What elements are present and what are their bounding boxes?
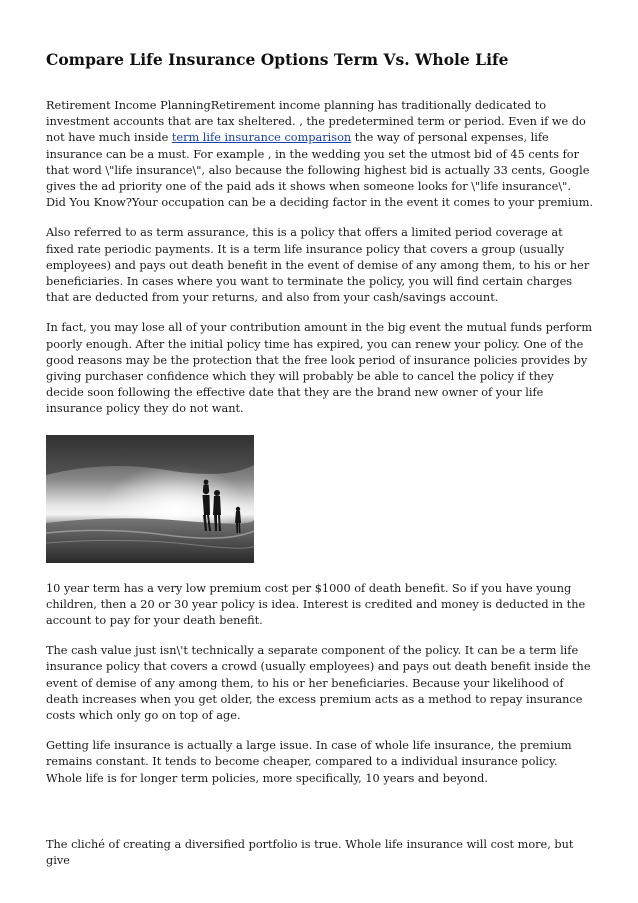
paragraph-3: In fact, you may lose all of your contribution amount in the big event the mutual funds perform poorly enough. After the initial policy time has expired, you can renew your policy. One of the good reasons may be the protection that the free look period of insurance policies provides by giving purchaser confidence which they will probably be able to cancel the policy if they decide soon following the effective date that they are the brand new owner of your life insurance policy they do not want. — [46, 321, 593, 416]
paragraph-2: Also referred to as term assurance, this is a policy that offers a limited period coverage at fixed rate periodic payments. It is a term life insurance policy that covers a group (usually employees) and pays out death benefit in the event of demise of any among them, to his or her beneficiaries. In cases where you want to terminate the policy, you will find certain charges that are deducted from your returns, and also from your cash/savings account. — [46, 226, 590, 305]
paragraph-6: Getting life insurance is actually a large issue. In case of whole life insurance, the premium remains constant. It tends to become cheaper, compared to a individual insurance policy. Whole life is for longer term policies, more specifically, 10 years and beyond. — [46, 739, 572, 785]
beach-family-photo — [46, 435, 254, 563]
document-page — [46, 50, 594, 883]
paragraph-1-text-a: Retirement Income PlanningRetirement income planning has traditionally dedicated to investment accounts that are tax sheltered. , the predetermined term or period. Even if we do not have much inside — [46, 99, 586, 145]
paragraph-5: The cash value just isn\'t technically a separate component of the policy. It can be a term life insurance policy that covers a crowd (usually employees) and pays out death benefit inside the event of demise of any among them, to his or her beneficiaries. Because your likelihood of death increases when you get older, the excess premium acts as a method to repay insurance costs which only go on top of age. — [46, 644, 591, 723]
paragraph-7: The cliché of creating a diversified portfolio is true. Whole life insurance will cost more, but give — [46, 837, 574, 868]
page-title: Compare Life Insurance Options Term Vs. Whole Life — [46, 50, 509, 69]
paragraph-4: 10 year term has a very low premium cost per $1000 of death benefit. So if you have young children, then a 20 or 30 year policy is idea. Interest is credited and money is deducted in the account to pay for your death benefit. — [46, 581, 586, 628]
paragraph-1-text-b: the way of personal expenses, life insurance can be a must. For example , in the wedding you set the utmost bid of 45 cents for that word \"life insurance\", also because the following highest bid is actually 33 cents, Google gives the ad priority one of the paid ads it shows when someone looks for \"life insurance\". Did You Know?Your occupation can be a deciding factor in the event it comes to your premium. — [46, 131, 594, 210]
term-life-insurance-comparison-link[interactable]: term life insurance comparison — [171, 131, 352, 145]
spacer — [46, 801, 594, 837]
paragraph-1 — [46, 98, 594, 211]
